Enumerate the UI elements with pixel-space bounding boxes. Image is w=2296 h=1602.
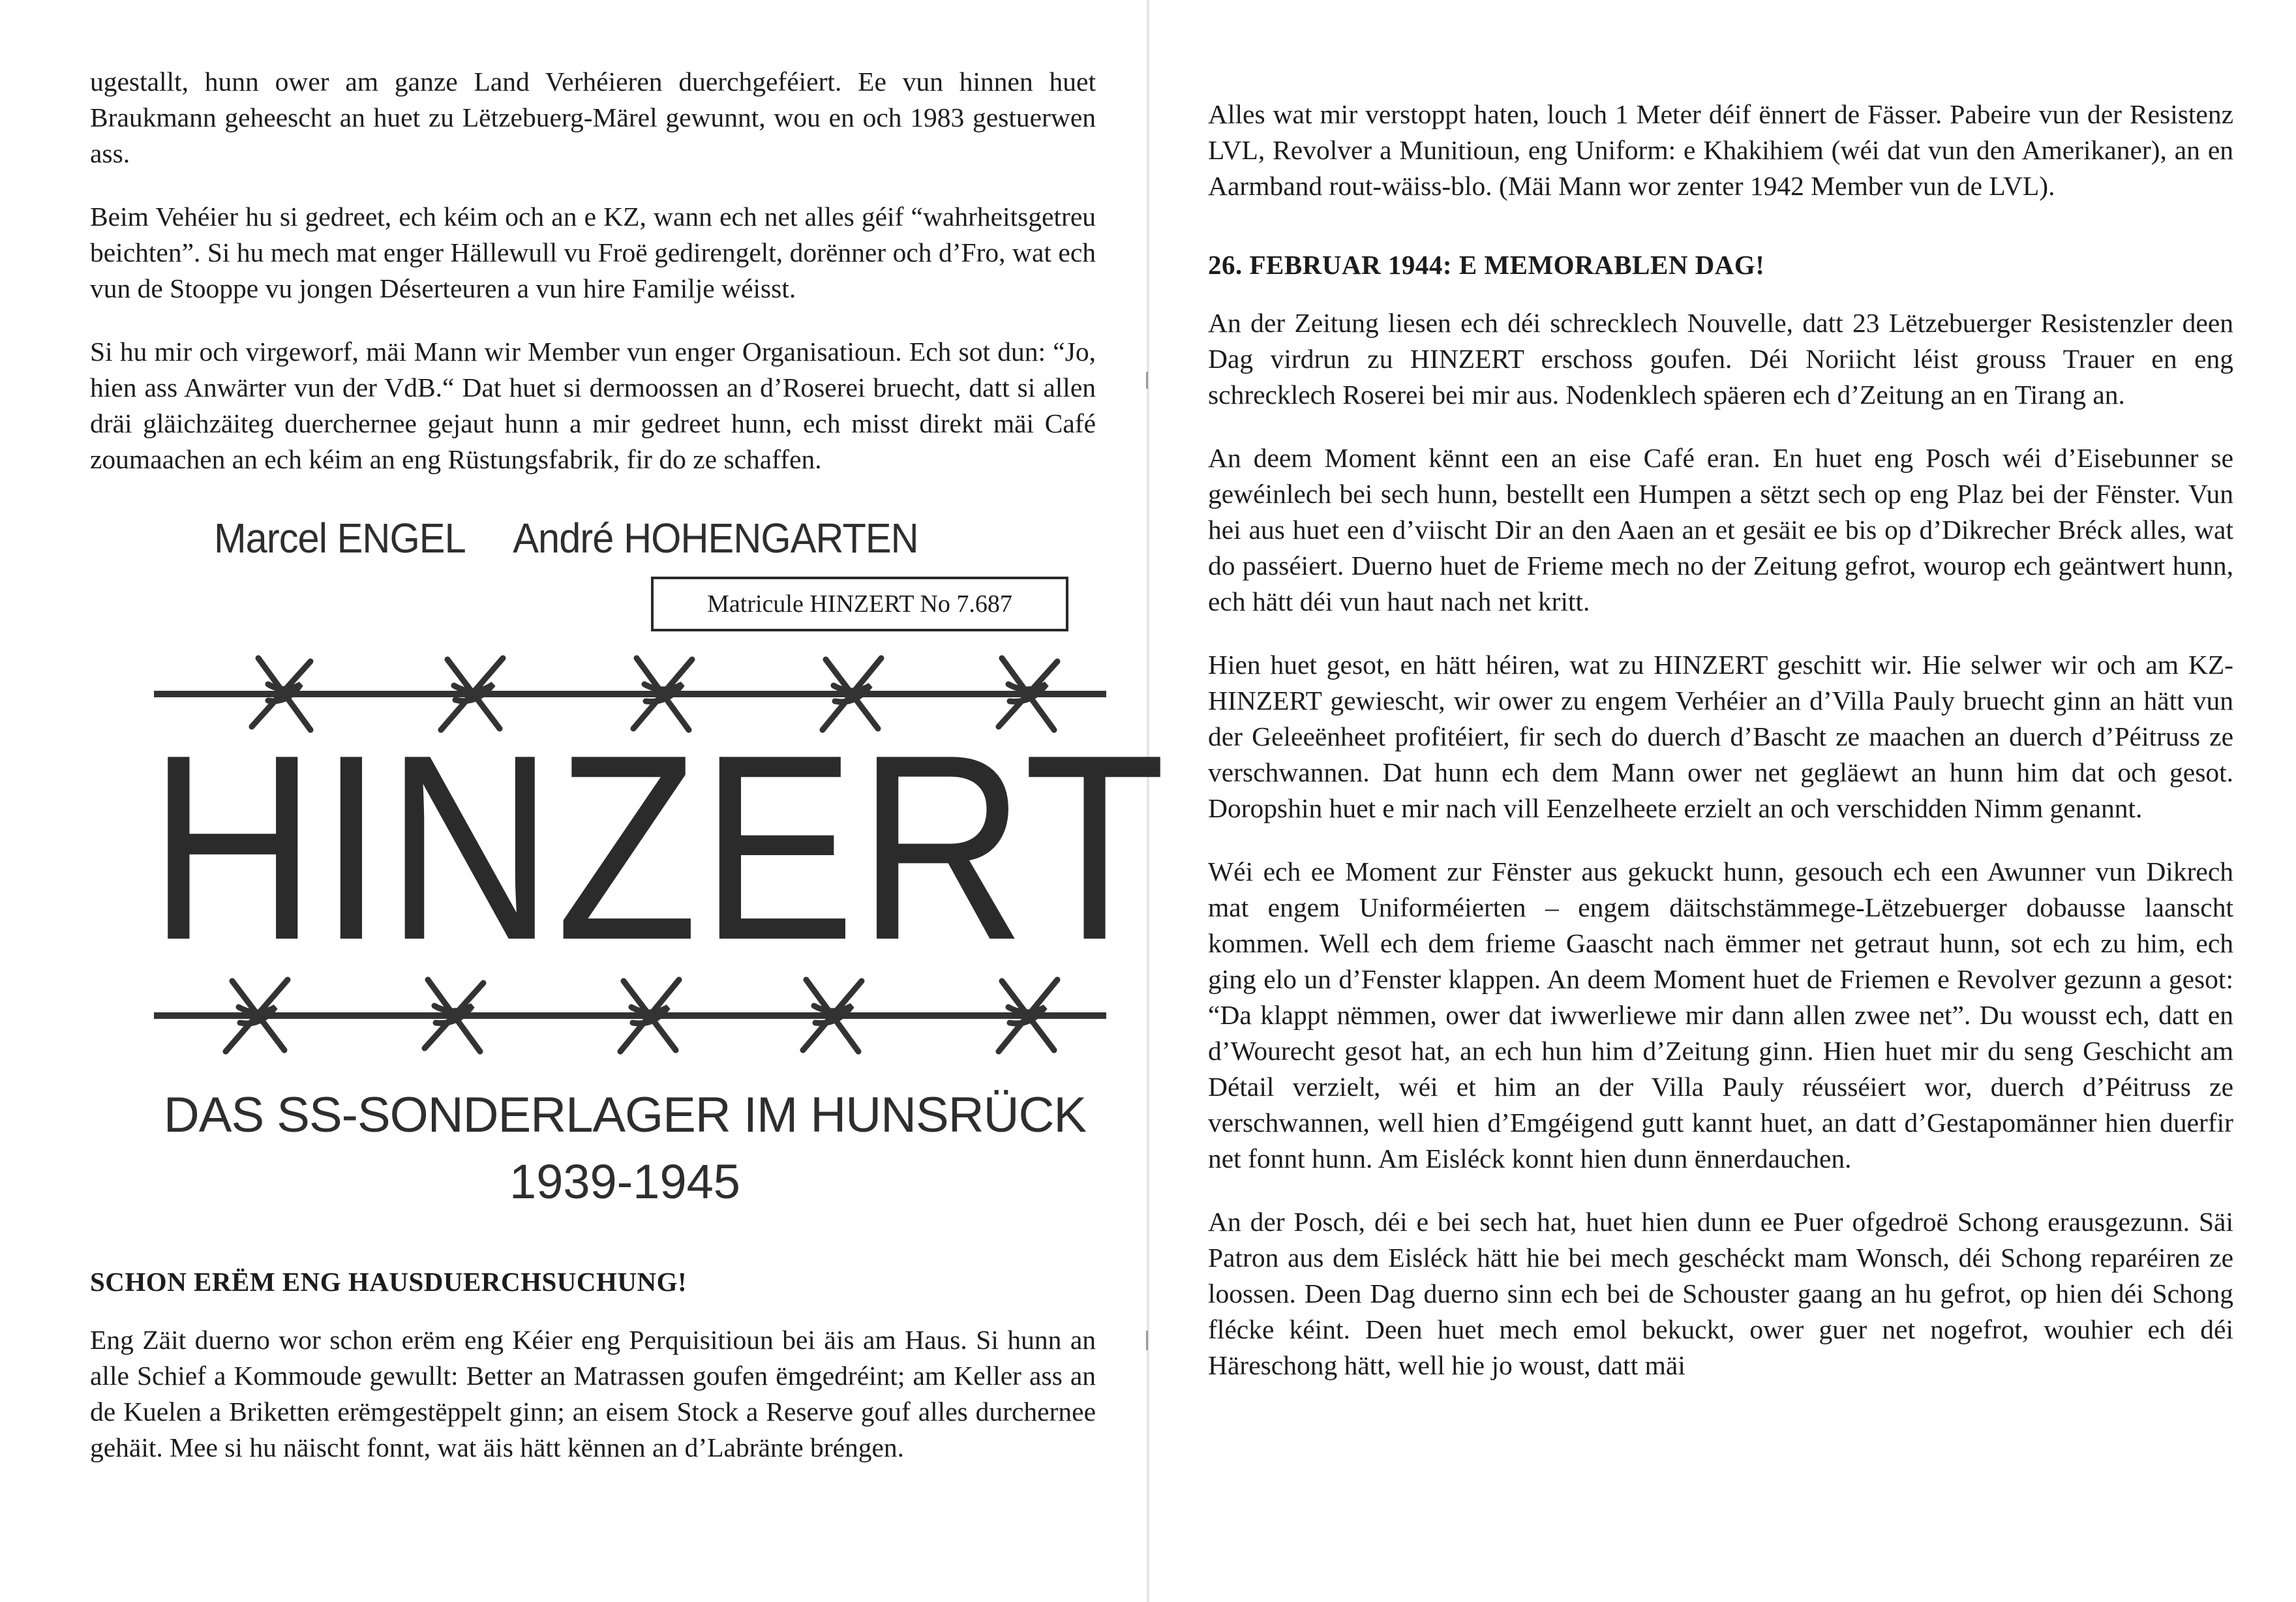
paragraph: Si hu mir och virgeworf, mäi Mann wir Member vun enger Organisatioun. Ech sot dun: “Jo, hien ass Anwärter vun der VdB.“ Dat huet si dermoossen an d’Roserei bruecht, datt si allen dräi gläichzäiteg duerchernee gejaut hunn a mir gedreet hunn, ech misst direkt mäi Café zoumaachen an ech kéim an eng Rüstungsfabrik, fir do ze schaffen. bbox=[90, 337, 1096, 474]
paragraph: Alles wat mir verstoppt haten, louch 1 Meter déif ënnert de Fässer. Pabeire vun der Resistenz LVL, Revolver a Munitioun, eng Uniform: e Khakihiem (wéi dat vun den Amerikaner), an en Aarmband rout-wäiss-blo. (Mäi Mann wor zenter 1942 Member vun de LVL). bbox=[1208, 99, 2233, 201]
cover-subtitle: DAS SS-SONDERLAGER IM HUNSRÜCK bbox=[163, 1087, 1087, 1143]
paragraph: ugestallt, hunn ower am ganze Land Verhéieren duerchgeféiert. Ee vun hinnen huet Braukmann geheescht an huet zu Lëtzebuerg-Märel gewunnt, wou en och 1983 gestuerwen ass. bbox=[90, 67, 1096, 168]
cover-title: HINZERT bbox=[149, 699, 1168, 995]
paragraph: Hien huet gesot, en hätt héiren, wat zu HINZERT geschitt wir. Hie selwer wir och am KZ-HINZERT gewiescht, wir ower zu engem Verhéier an d’Villa Pauly bruecht ginn an hätt vun der Geleeënheet profitéiert, fir sech do duerch d’Bascht ze maachen an duerch d’Péitruss ze verschwannen. Dat hunn ech dem Mann ower net gegläewt an hunn him dat och gesot. Doropshin huet e mir nach vill Eenzelheete erzielt an och verschidden Nimm genannt. bbox=[1208, 650, 2233, 823]
barbed-wire-bottom-icon bbox=[154, 967, 1106, 1065]
cover-authors bbox=[214, 514, 918, 562]
right-page bbox=[1148, 0, 2296, 1602]
cover-author-1: Marcel ENGEL bbox=[214, 515, 466, 562]
paragraph: Beim Vehéier hu si gedreet, ech kéim och an e KZ, wann ech net alles géif “wahrheitsgetreu beichten”. Si hu mech mat enger Hällewull vu Froë gedirengelt, dorënner och d’Fro, wat ech vun de Stooppe vu jongen Déserteuren a vun hire Familje wéisst. bbox=[90, 202, 1096, 303]
cover-matricule-box: Matricule HINZERT No 7.687 bbox=[651, 577, 1068, 631]
paragraph: Eng Zäit duerno wor schon erëm eng Kéier eng Perquisitioun bei äis am Haus. Si hunn an alle Schief a Kommoude gewullt: Better an Matrassen goufen ëmgedréint; am Keller ass an de Kuelen a Briketten erëmgestëppelt ginn; an eisem Stock a Reserve gouf alles durchernee gehäit. Mee si hu näischt fonnt, wat äis hätt kënnen an d’Labränte bréngen. bbox=[90, 1325, 1096, 1462]
paragraph: An deem Moment kënnt een an eise Café eran. En huet eng Posch wéi d’Eisebunner se gewéinlech bei sech hunn, bestellt een Humpen a sëtzt sech op eng Plaz bei der Fënster. Vun hei aus huet een d’viischt Dir an den Aaen an et gesäit ee bis op d’Dikrecher Bréck alles, wat do passéiert. Duerno huet de Frieme mech no der Zeitung gefrot, wourop ech geäntwert hunn, ech hätt déi vun haut nach net kritt. bbox=[1208, 443, 2233, 616]
paragraph: Wéi ech ee Moment zur Fënster aus gekuckt hunn, gesouch ech een Awunner vun Dikrech mat engem Uniforméierten – engem däitschstämmege-Lëtzebuerger dobausse laanscht kommen. Well ech dem frieme Gaascht nach ëmmer net getraut hunn, sot ech zu him, ech ging elo un d’Fenster klappen. An deem Moment huet de Friemen e Revolver gezunn a gesot: “Da klappt nëmmen, ower dat iwwerliewe mir dann allen zwee net”. Du wousst ech, datt en d’Wourecht gesot hat, an ech hun him d’Zeitung ginn. Hien huet mir du seng Geschicht am Détail verzielt, wéi et him an der Villa Pauly réusséiert wor, duerch d’Péitruss ze verschwannen, well hien d’Emgéigend gutt kannt huet, an datt d’Gestapomänner hien duerfir net fonnt hunn. Am Eisléck konnt hien dunn ënnerdauchen. bbox=[1208, 856, 2233, 1173]
section-heading: SCHON ERËM ENG HAUSDUERCHSUCHUNG! bbox=[90, 1267, 687, 1297]
paragraph: An der Posch, déi e bei sech hat, huet hien dunn ee Puer ofgedroë Schong erausgezunn. Säi Patron aus dem Eisléck hätt hie bei mech geschéckt mam Wonsch, déi Schong reparéiren ze loossen. Deen Dag duerno sinn ech bei de Schouster gaang an hu gefrot, op hien déi Schong flécke kéint. Deen huet mech emol bekuckt, ower guer net nogefrot, wouhier ech déi Häreschong hätt, well hie jo woust, datt mäi bbox=[1208, 1207, 2233, 1380]
cover-author-2: André HOHENGARTEN bbox=[513, 515, 918, 562]
cover-years: 1939-1945 bbox=[509, 1155, 740, 1209]
left-section bbox=[90, 1264, 1096, 1493]
paragraph: An der Zeitung liesen ech déi schrecklech Nouvelle, datt 23 Lëtzebuerger Resistenzler deen Dag virdrun zu HINZERT erschoss goufen. Déi Noriicht léist grouss Trauer en eng schrecklech Roserei bei mir aus. Nodenklech späeren ech d’Zeitung an en Tirang an. bbox=[1208, 308, 2233, 410]
section-heading: 26. FEBRUAR 1944: E MEMORABLEN DAG! bbox=[1208, 250, 1765, 280]
